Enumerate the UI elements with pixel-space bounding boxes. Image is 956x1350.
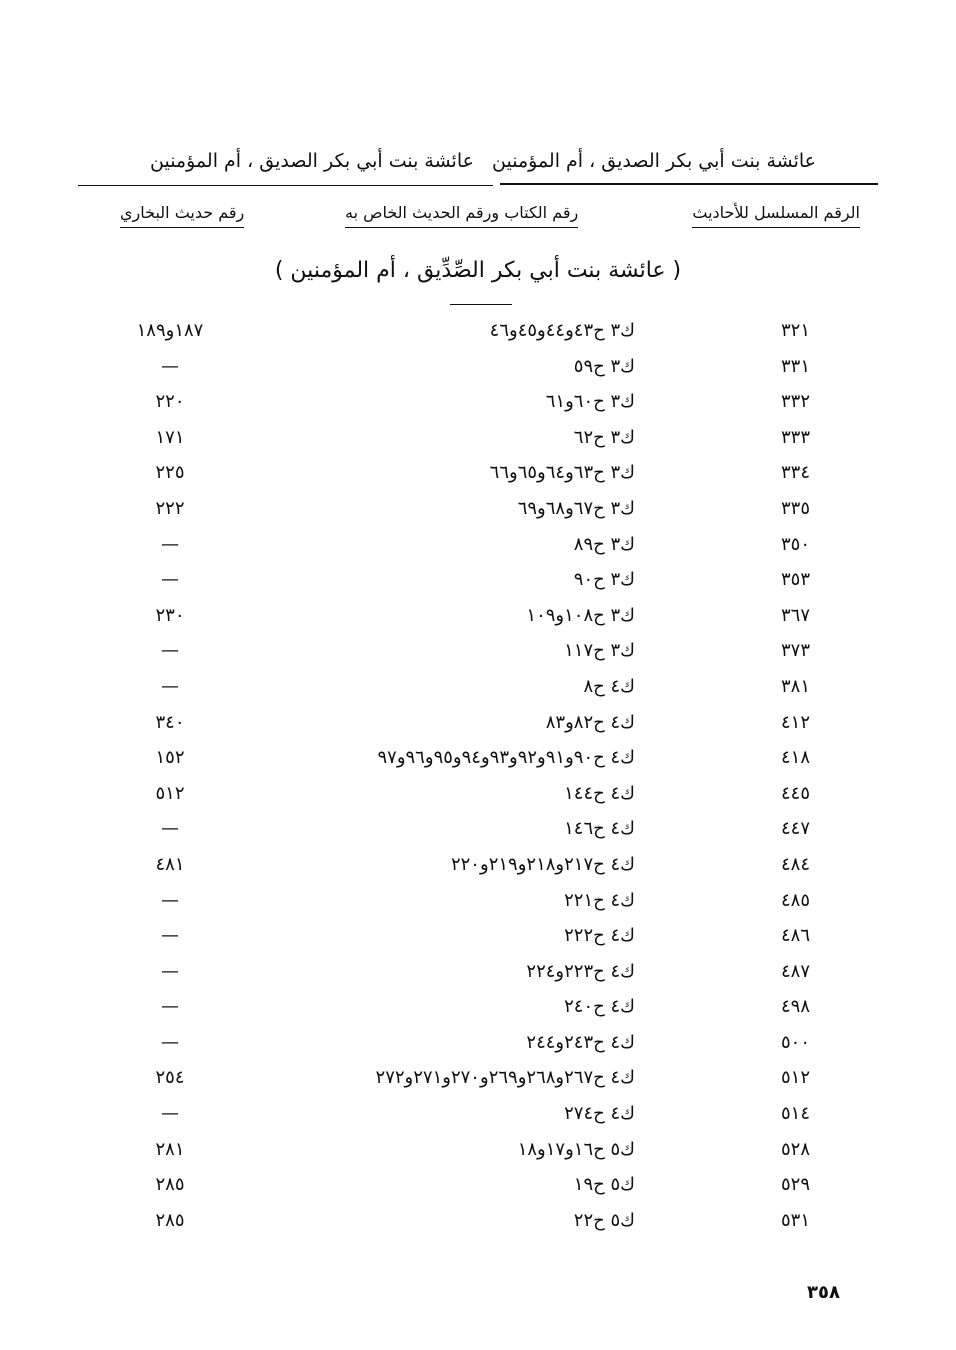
table-row: [0, 921, 956, 957]
book-hadith-cell: ك٤ ح٢٢٢: [564, 925, 635, 947]
table-row: [0, 814, 956, 850]
table-row: [0, 1028, 956, 1064]
serial-cell: ٣٣٥: [780, 497, 810, 519]
serial-cell: ٣٣٢: [780, 391, 810, 413]
serial-cell: ٣٥٠: [780, 533, 810, 555]
serial-cell: ٤١٢: [780, 711, 810, 733]
bukhari-cell: ٢٣٠: [155, 604, 185, 626]
bukhari-cell: —: [161, 818, 179, 840]
table-row: [0, 886, 956, 922]
serial-cell: ٤٨٥: [780, 889, 810, 911]
serial-cell: ٣٧٣: [780, 640, 810, 662]
book-hadith-cell: ك٤ ح٨: [583, 675, 635, 697]
bukhari-cell: —: [161, 569, 179, 591]
table-row: [0, 743, 956, 779]
book-hadith-cell: ك٤ ح١٤٤: [564, 782, 635, 804]
table-row: [0, 530, 956, 566]
hadith-table: [0, 316, 956, 1241]
title-underline: [450, 304, 512, 305]
table-row: [0, 636, 956, 672]
book-hadith-cell: ك٤ ح٢٤٣و٢٤٤: [526, 1031, 635, 1053]
serial-cell: ٣٦٧: [780, 604, 810, 626]
table-row: [0, 779, 956, 815]
table-row: [0, 1206, 956, 1242]
bukhari-cell: —: [161, 960, 179, 982]
book-hadith-cell: ك٤ ح٢١٧و٢١٨و٢١٩و٢٢٠: [450, 853, 635, 875]
serial-cell: ٣٥٣: [780, 569, 810, 591]
serial-cell: ٥٢٨: [780, 1138, 810, 1160]
table-row: [0, 992, 956, 1028]
book-hadith-cell: ك٣ ح١١٧: [564, 640, 635, 662]
bukhari-cell: ١٧١: [155, 426, 185, 448]
book-hadith-cell: ك٤ ح٢٢١: [564, 889, 635, 911]
bukhari-cell: —: [161, 640, 179, 662]
bukhari-cell: —: [161, 533, 179, 555]
table-row: [0, 1170, 956, 1206]
bukhari-cell: ١٥٢: [155, 747, 185, 769]
serial-cell: ٤٤٧: [780, 818, 810, 840]
section-title: ( عائشة بنت أبي بكر الصِّدِّيق ، أم المؤمنين ): [274, 258, 682, 283]
column-header-book-hadith: رقم الكتاب ورقم الحديث الخاص به: [345, 203, 578, 228]
bukhari-cell: ٢٨٥: [155, 1174, 185, 1196]
book-hadith-cell: ك٣ ح١٠٨و١٠٩: [526, 604, 635, 626]
bukhari-cell: —: [161, 1103, 179, 1125]
book-hadith-cell: ك٤ ح٢٤٠: [564, 996, 635, 1018]
table-row: [0, 423, 956, 459]
bukhari-cell: ٢٨٥: [155, 1209, 185, 1231]
bukhari-cell: ٢٥٤: [155, 1067, 185, 1089]
serial-cell: ٣٢١: [780, 320, 810, 341]
serial-cell: ٤٨٧: [780, 960, 810, 982]
book-hadith-cell: ك٤ ح٢٦٧و٢٦٨و٢٦٩و٢٧٠و٢٧١و٢٧٢: [375, 1067, 635, 1089]
book-hadith-cell: ك٤ ح٢٢٣و٢٢٤: [526, 960, 635, 982]
table-row: [0, 458, 956, 494]
serial-cell: ٥٠٠: [780, 1031, 810, 1053]
book-hadith-cell: ك٥ ح٢٢: [573, 1209, 635, 1231]
book-hadith-cell: ك٥ ح١٩: [573, 1174, 635, 1196]
table-row: [0, 957, 956, 993]
serial-cell: ٤٩٨: [780, 996, 810, 1018]
book-hadith-cell: ك٣ ح٦٢: [573, 426, 635, 448]
book-hadith-cell: ك٣ ح٤٣و٤٤و٤٥و٤٦: [489, 320, 635, 341]
column-header-bukhari: رقم حديث البخاري: [120, 203, 244, 228]
serial-cell: ٤٨٦: [780, 925, 810, 947]
book-hadith-cell: ك٣ ح٩٠: [573, 569, 635, 591]
serial-cell: ٤٨٤: [780, 853, 810, 875]
bukhari-cell: ٢٨١: [155, 1138, 185, 1160]
bukhari-cell: ٥١٢: [155, 782, 185, 804]
running-head-right: عائشة بنت أبي بكر الصديق ، أم المؤمنين: [492, 150, 816, 172]
bukhari-cell: ٢٢٢: [155, 497, 185, 519]
serial-cell: ٥٣١: [780, 1209, 810, 1231]
serial-cell: ٣٣١: [780, 355, 810, 377]
serial-cell: ٣٣٣: [780, 426, 810, 448]
book-hadith-cell: ك٣ ح٨٩: [573, 533, 635, 555]
table-row: [0, 708, 956, 744]
table-row: [0, 672, 956, 708]
running-head-left: عائشة بنت أبي بكر الصديق ، أم المؤمنين: [150, 150, 474, 172]
bukhari-cell: ٣٤٠: [155, 711, 185, 733]
column-header-serial: الرقم المسلسل للأحاديث: [692, 203, 860, 228]
bukhari-cell: —: [161, 996, 179, 1018]
serial-cell: ٥١٢: [780, 1067, 810, 1089]
book-hadith-cell: ك٤ ح١٤٦: [564, 818, 635, 840]
bukhari-cell: —: [161, 925, 179, 947]
table-row: [0, 601, 956, 637]
bukhari-cell: ٢٢٥: [155, 462, 185, 484]
book-hadith-cell: ك٤ ح٩٠و٩١و٩٢و٩٣و٩٤و٩٥و٩٦و٩٧: [377, 747, 635, 769]
table-row: [0, 316, 956, 352]
bukhari-cell: —: [161, 889, 179, 911]
bukhari-cell: —: [161, 1031, 179, 1053]
serial-cell: ٤٤٥: [780, 782, 810, 804]
bukhari-cell: —: [161, 675, 179, 697]
book-hadith-cell: ك٥ ح١٦و١٧و١٨: [517, 1138, 635, 1160]
bukhari-cell: ١٨٧و١٨٩: [136, 320, 204, 341]
book-hadith-cell: ك٣ ح٥٩: [573, 355, 635, 377]
bukhari-cell: —: [161, 355, 179, 377]
serial-cell: ٥١٤: [780, 1103, 810, 1125]
table-row: [0, 1135, 956, 1171]
serial-cell: ٣٣٤: [780, 462, 810, 484]
book-hadith-cell: ك٣ ح٦٠و٦١: [545, 391, 635, 413]
table-row: [0, 1063, 956, 1099]
book-hadith-cell: ك٤ ح٢٧٤: [564, 1103, 635, 1125]
serial-cell: ٤١٨: [780, 747, 810, 769]
table-row: [0, 1099, 956, 1135]
table-row: [0, 850, 956, 886]
bukhari-cell: ٤٨١: [155, 853, 185, 875]
bukhari-cell: ٢٢٠: [155, 391, 185, 413]
page-number: ٣٥٨: [807, 1282, 840, 1303]
book-hadith-cell: ك٣ ح٦٧و٦٨و٦٩: [517, 497, 635, 519]
header-rule-left: [78, 185, 493, 186]
table-row: [0, 352, 956, 388]
serial-cell: ٣٨١: [780, 675, 810, 697]
serial-cell: ٥٢٩: [780, 1174, 810, 1196]
header-rule-right: [500, 183, 878, 185]
book-hadith-cell: ك٣ ح٦٣و٦٤و٦٥و٦٦: [489, 462, 635, 484]
book-hadith-cell: ك٤ ح٨٢و٨٣: [545, 711, 635, 733]
table-row: [0, 565, 956, 601]
table-row: [0, 387, 956, 423]
table-row: [0, 494, 956, 530]
